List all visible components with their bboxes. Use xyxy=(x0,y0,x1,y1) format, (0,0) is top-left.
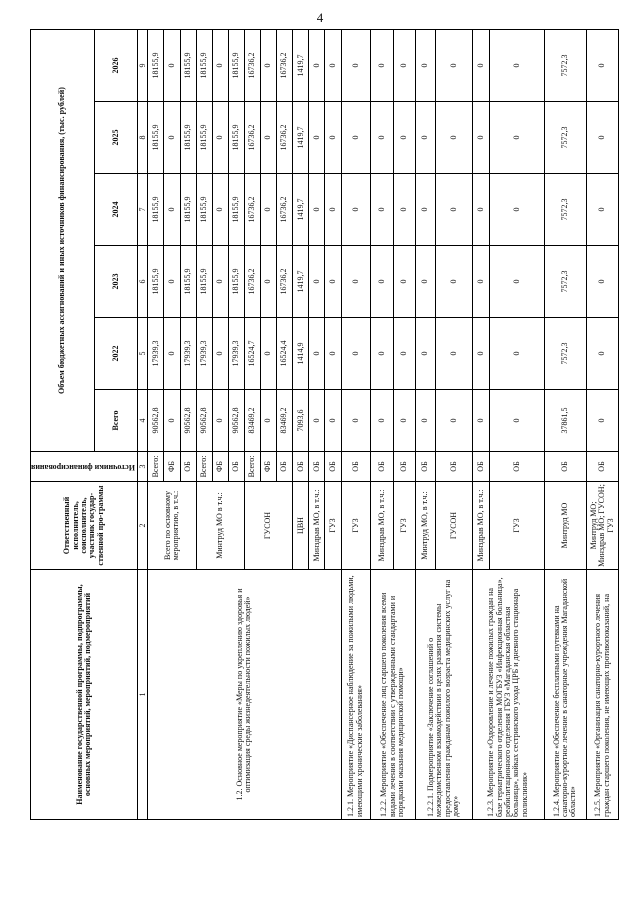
event-name: 1.2.4. Мероприятие «Обеспечение бесплатными путевками на санаторно-курортное лечение в санаторные учреждения Магаданской области» xyxy=(544,570,586,820)
value-cell: 18155,9 xyxy=(228,29,244,101)
source-cell: ОБ xyxy=(490,452,545,482)
value-cell: 0 xyxy=(212,102,228,174)
column-number: 2 xyxy=(138,482,148,570)
event-name: 1.2.2. Мероприятие «Обеспечение лиц старшего поколения всеми видами лечения в соответствии с утвержденными стандартами и порядками оказания медицинской помощи» xyxy=(371,570,416,820)
value-cell: 0 xyxy=(371,390,393,452)
header-year: 2025 xyxy=(94,102,138,174)
value-cell: 1419,7 xyxy=(293,29,309,101)
executor-cell: Минздрав МО, в т.ч.: xyxy=(371,482,393,570)
source-cell: Всего: xyxy=(148,452,164,482)
value-cell: 0 xyxy=(341,102,371,174)
executor-cell: ГУЗ xyxy=(341,482,371,570)
table-row xyxy=(472,29,489,819)
source-cell: ОБ xyxy=(309,452,325,482)
value-cell: 0 xyxy=(309,390,325,452)
value-cell: 0 xyxy=(261,318,277,390)
source-cell: Всего: xyxy=(196,452,212,482)
value-cell: 18155,9 xyxy=(196,174,212,246)
source-cell: ОБ xyxy=(435,452,472,482)
value-cell: 1419,7 xyxy=(293,102,309,174)
column-number: 5 xyxy=(138,318,148,390)
value-cell: 0 xyxy=(212,246,228,318)
value-cell: 0 xyxy=(472,246,489,318)
event-name: 1.2.2.1. Подмероприятие «Заключение соглашений о межведомственном взаимодействии в целях развития системы предоставления гражданам пожилого возраста медицинских услуг на дому» xyxy=(415,570,472,820)
value-cell: 0 xyxy=(309,246,325,318)
value-cell: 0 xyxy=(435,102,472,174)
source-cell: ОБ xyxy=(586,452,619,482)
value-cell: 83469,2 xyxy=(277,390,293,452)
main-event-name: 1.2. Основное мероприятие «Меры по укреплению здоровья и оптимизация среды жизнедеятельности пожилых людей» xyxy=(148,570,341,820)
value-cell: 16524,4 xyxy=(277,318,293,390)
value-cell: 0 xyxy=(371,246,393,318)
value-cell: 0 xyxy=(586,102,619,174)
value-cell: 0 xyxy=(325,29,341,101)
executor-cell: Минздрав МО, в т.ч.: xyxy=(309,482,325,570)
value-cell: 16736,2 xyxy=(277,102,293,174)
value-cell: 1419,7 xyxy=(293,246,309,318)
header-executor: Ответственный исполнитель, соисполнитель, участник государ-ственной про-граммы xyxy=(31,482,138,570)
value-cell: 7572,3 xyxy=(544,246,586,318)
value-cell: 16736,2 xyxy=(277,174,293,246)
value-cell: 0 xyxy=(490,246,545,318)
value-cell: 0 xyxy=(164,174,180,246)
value-cell: 7572,3 xyxy=(544,174,586,246)
header-year: 2022 xyxy=(94,318,138,390)
executor-cell: ГУСОН xyxy=(435,482,472,570)
value-cell: 0 xyxy=(472,390,489,452)
header-name: Наименование государственной программы, подпрограммы, основных мероприятий, мероприятий, подмероприятий xyxy=(31,570,138,820)
value-cell: 90562,8 xyxy=(180,390,196,452)
source-cell: ОБ xyxy=(415,452,435,482)
value-cell: 0 xyxy=(309,174,325,246)
value-cell: 18155,9 xyxy=(196,246,212,318)
value-cell: 16736,2 xyxy=(244,29,260,101)
value-cell: 7572,3 xyxy=(544,102,586,174)
value-cell: 1414,9 xyxy=(293,318,309,390)
table-row xyxy=(371,29,393,819)
value-cell: 0 xyxy=(415,29,435,101)
value-cell: 0 xyxy=(164,390,180,452)
header-year: 2026 xyxy=(94,29,138,101)
value-cell: 0 xyxy=(490,29,545,101)
executor-cell: Минтруд МО, в т.ч.: xyxy=(415,482,435,570)
value-cell: 0 xyxy=(490,390,545,452)
value-cell: 37861,5 xyxy=(544,390,586,452)
header-total: Всего xyxy=(94,390,138,452)
value-cell: 18155,9 xyxy=(228,102,244,174)
value-cell: 18155,9 xyxy=(180,246,196,318)
value-cell: 0 xyxy=(371,318,393,390)
value-cell: 7572,3 xyxy=(544,29,586,101)
value-cell: 16736,2 xyxy=(244,246,260,318)
table-row xyxy=(544,29,586,819)
value-cell: 1419,7 xyxy=(293,174,309,246)
value-cell: 0 xyxy=(212,390,228,452)
value-cell: 83469,2 xyxy=(244,390,260,452)
value-cell: 0 xyxy=(341,29,371,101)
value-cell: 0 xyxy=(472,29,489,101)
source-cell: ОБ xyxy=(544,452,586,482)
value-cell: 0 xyxy=(415,174,435,246)
value-cell: 0 xyxy=(164,318,180,390)
value-cell: 0 xyxy=(393,174,415,246)
executor-cell: ЦВН xyxy=(293,482,309,570)
source-cell: ОБ xyxy=(393,452,415,482)
value-cell: 0 xyxy=(261,29,277,101)
value-cell: 18155,9 xyxy=(180,29,196,101)
value-cell: 0 xyxy=(586,246,619,318)
column-number: 8 xyxy=(138,102,148,174)
value-cell: 0 xyxy=(490,318,545,390)
value-cell: 0 xyxy=(435,318,472,390)
value-cell: 16736,2 xyxy=(244,102,260,174)
value-cell: 18155,9 xyxy=(148,29,164,101)
value-cell: 18155,9 xyxy=(228,174,244,246)
value-cell: 0 xyxy=(435,29,472,101)
value-cell: 0 xyxy=(586,390,619,452)
value-cell: 18155,9 xyxy=(180,174,196,246)
source-cell: ОБ xyxy=(293,452,309,482)
value-cell: 0 xyxy=(212,29,228,101)
value-cell: 0 xyxy=(325,102,341,174)
source-cell: ОБ xyxy=(228,452,244,482)
value-cell: 0 xyxy=(472,102,489,174)
value-cell: 0 xyxy=(415,390,435,452)
value-cell: 16736,2 xyxy=(277,246,293,318)
value-cell: 0 xyxy=(261,174,277,246)
value-cell: 0 xyxy=(586,29,619,101)
value-cell: 0 xyxy=(261,390,277,452)
value-cell: 16736,2 xyxy=(277,29,293,101)
executor-cell: Минтруд МО xyxy=(544,482,586,570)
table-row xyxy=(586,29,619,819)
table-body xyxy=(148,29,619,819)
value-cell: 0 xyxy=(212,318,228,390)
value-cell: 18155,9 xyxy=(148,246,164,318)
column-number: 1 xyxy=(138,570,148,820)
value-cell: 0 xyxy=(490,102,545,174)
source-cell: ОБ xyxy=(277,452,293,482)
event-name: 1.2.1. Мероприятие «Диспансерное наблюдение за пожилыми людьми, имеющими хронические заболевания» xyxy=(341,570,371,820)
source-cell: Всего: xyxy=(244,452,260,482)
value-cell: 0 xyxy=(164,29,180,101)
page-number: 4 xyxy=(316,10,324,25)
value-cell: 0 xyxy=(472,174,489,246)
source-cell: ОБ xyxy=(371,452,393,482)
value-cell: 18155,9 xyxy=(196,29,212,101)
executor-cell: ГУСОН xyxy=(244,482,292,570)
column-number: 9 xyxy=(138,29,148,101)
executor-cell: ГУЗ xyxy=(393,482,415,570)
value-cell: 0 xyxy=(393,102,415,174)
value-cell: 18155,9 xyxy=(148,102,164,174)
table-row xyxy=(148,29,164,819)
header-sources: Источники финансирования xyxy=(31,452,138,482)
source-cell: ОБ xyxy=(180,452,196,482)
value-cell: 0 xyxy=(341,174,371,246)
value-cell: 7572,3 xyxy=(544,318,586,390)
column-number: 3 xyxy=(138,452,148,482)
source-cell: ФБ xyxy=(261,452,277,482)
value-cell: 0 xyxy=(309,318,325,390)
value-cell: 0 xyxy=(415,102,435,174)
value-cell: 0 xyxy=(393,318,415,390)
value-cell: 0 xyxy=(586,318,619,390)
value-cell: 0 xyxy=(212,174,228,246)
table-row xyxy=(415,29,435,819)
value-cell: 0 xyxy=(490,174,545,246)
value-cell: 90562,8 xyxy=(196,390,212,452)
value-cell: 0 xyxy=(164,102,180,174)
rotated-page-frame xyxy=(30,30,615,820)
value-cell: 7093,6 xyxy=(293,390,309,452)
value-cell: 16736,2 xyxy=(244,174,260,246)
value-cell: 0 xyxy=(325,174,341,246)
table-header xyxy=(31,29,148,819)
value-cell: 0 xyxy=(261,246,277,318)
value-cell: 18155,9 xyxy=(180,102,196,174)
table-row xyxy=(341,29,371,819)
source-cell: ОБ xyxy=(472,452,489,482)
value-cell: 90562,8 xyxy=(228,390,244,452)
value-cell: 0 xyxy=(393,29,415,101)
value-cell: 0 xyxy=(472,318,489,390)
value-cell: 0 xyxy=(325,246,341,318)
executor-cell: Минтруд МО в т.ч.: xyxy=(196,482,244,570)
value-cell: 18155,9 xyxy=(148,174,164,246)
value-cell: 18155,9 xyxy=(196,102,212,174)
source-cell: ОБ xyxy=(325,452,341,482)
column-number: 4 xyxy=(138,390,148,452)
source-cell: ФБ xyxy=(212,452,228,482)
value-cell: 17939,3 xyxy=(180,318,196,390)
executor-cell: Всего по основному мероприятию, в т.ч.: xyxy=(148,482,196,570)
value-cell: 0 xyxy=(586,174,619,246)
value-cell: 0 xyxy=(164,246,180,318)
value-cell: 0 xyxy=(309,29,325,101)
value-cell: 0 xyxy=(309,102,325,174)
value-cell: 0 xyxy=(371,102,393,174)
executor-cell: ГУЗ xyxy=(490,482,545,570)
value-cell: 17939,3 xyxy=(196,318,212,390)
value-cell: 0 xyxy=(325,318,341,390)
funding-table xyxy=(30,29,619,820)
value-cell: 0 xyxy=(435,246,472,318)
value-cell: 0 xyxy=(435,390,472,452)
column-number: 6 xyxy=(138,246,148,318)
value-cell: 17939,3 xyxy=(148,318,164,390)
value-cell: 0 xyxy=(341,246,371,318)
value-cell: 90562,8 xyxy=(148,390,164,452)
header-year: 2023 xyxy=(94,246,138,318)
event-name: 1.2.3. Мероприятие «Оздоровление и лечение пожилых граждан на базе гериатрического отделения МОГБУЗ «Инфекционная больница», реабилитационного отделения ГБУЗ «Магаданская областная больница», койках сестринского ухода ЦРБ и дневного стационара поликлиник» xyxy=(472,570,544,820)
value-cell: 0 xyxy=(371,29,393,101)
value-cell: 16524,7 xyxy=(244,318,260,390)
value-cell: 18155,9 xyxy=(228,246,244,318)
header-year: 2024 xyxy=(94,174,138,246)
value-cell: 0 xyxy=(341,318,371,390)
value-cell: 0 xyxy=(325,390,341,452)
value-cell: 0 xyxy=(341,390,371,452)
value-cell: 0 xyxy=(393,390,415,452)
value-cell: 17939,3 xyxy=(228,318,244,390)
column-number: 7 xyxy=(138,174,148,246)
executor-cell: Минздрав МО, в т.ч.: xyxy=(472,482,489,570)
source-cell: ФБ xyxy=(164,452,180,482)
value-cell: 0 xyxy=(415,318,435,390)
executor-cell: ГУЗ xyxy=(325,482,341,570)
value-cell: 0 xyxy=(415,246,435,318)
value-cell: 0 xyxy=(435,174,472,246)
value-cell: 0 xyxy=(371,174,393,246)
executor-cell: Минтруд МО; Минздрав МО; ГУСОН; ГУЗ xyxy=(586,482,619,570)
value-cell: 0 xyxy=(261,102,277,174)
value-cell: 0 xyxy=(393,246,415,318)
source-cell: ОБ xyxy=(341,452,371,482)
header-funding: Объем бюджетных ассигнований и иных источников финансирования, (тыс. рублей) xyxy=(31,29,95,451)
event-name: 1.2.5. Мероприятие «Организация санаторно-курортного лечения граждан старшего поколения, не имеющих противопоказаний, на xyxy=(586,570,619,820)
